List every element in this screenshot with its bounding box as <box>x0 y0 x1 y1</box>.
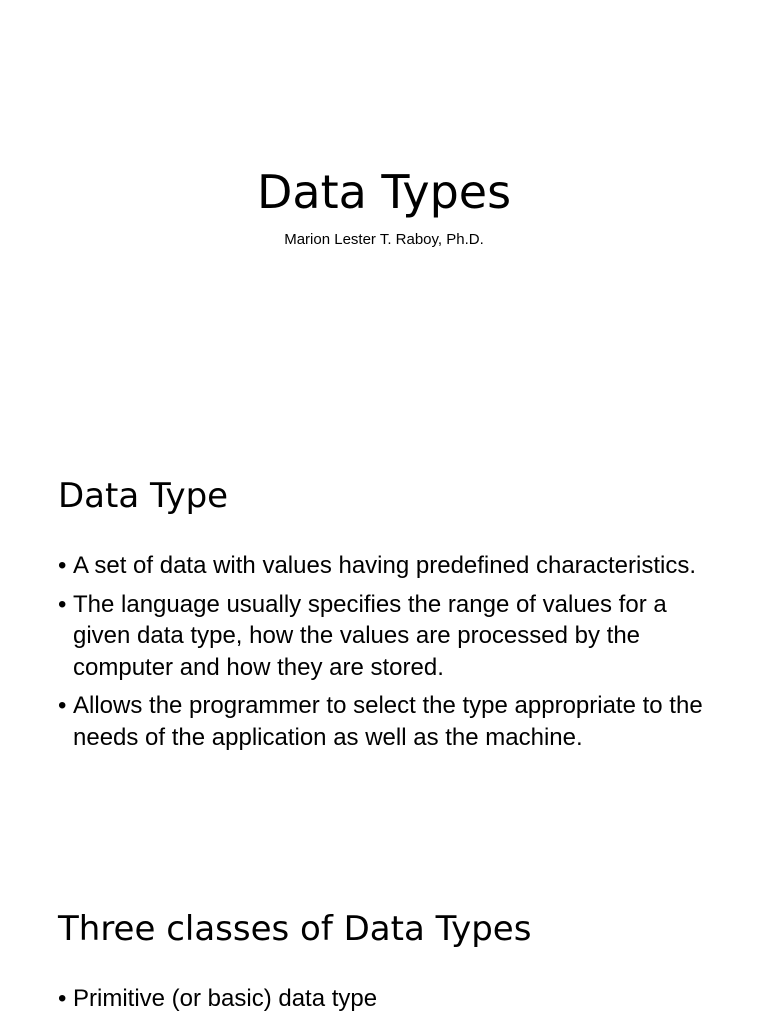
bullet-text: The language usually specifies the range of values for a given data type, how the values are processed by the computer and how they are stored. <box>73 590 667 681</box>
bullet-text: Allows the programmer to select the type appropriate to the needs of the application as well as the machine. <box>73 692 703 751</box>
bullet-item <box>58 550 728 582</box>
slide-heading: Three classes of Data Types <box>58 909 532 949</box>
bullet-item <box>58 690 728 753</box>
slide-data-type <box>0 432 768 864</box>
bullet-dot-icon: • <box>58 985 67 1012</box>
bullet-dot-icon: • <box>58 590 67 618</box>
bullet-text: A set of data with values having predefined characteristics. <box>73 552 697 579</box>
bullet-list <box>58 983 728 1022</box>
presentation-author: Marion Lester T. Raboy, Ph.D. <box>284 231 484 248</box>
slide-heading: Data Type <box>58 476 229 516</box>
presentation-title: Data Types <box>256 165 512 219</box>
bullet-item <box>58 589 728 684</box>
title-slide <box>0 0 768 432</box>
slide-three-classes <box>0 864 768 1024</box>
bullet-dot-icon: • <box>58 552 67 579</box>
bullet-list <box>58 550 728 760</box>
bullet-text: Primitive (or basic) data type <box>73 985 378 1012</box>
bullet-item <box>58 983 728 1015</box>
bullet-dot-icon: • <box>58 692 67 719</box>
